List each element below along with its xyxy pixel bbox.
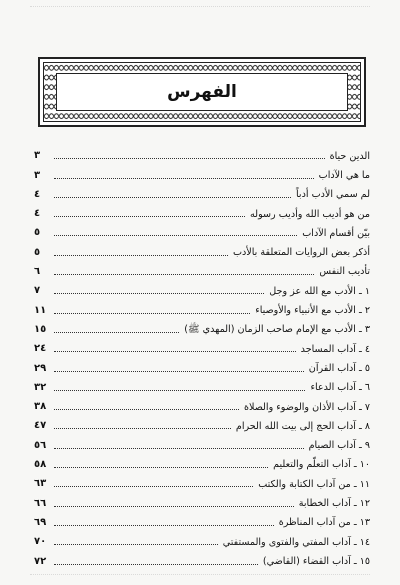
toc-entry [34,528,370,547]
dot-leader [54,332,179,333]
toc-entry [34,200,370,219]
toc-entry-page: ٦٦ [34,497,47,509]
scan-artifact-bottom [30,566,370,575]
toc-entry-page: ٤٧ [34,420,47,432]
dot-leader [54,506,294,507]
toc-entry [34,412,370,431]
toc-entry-title: ٦ ـ آداب الدعاء [310,382,370,394]
toc-entry-page: ١٥ [34,323,47,335]
toc-entry-title: ١٠ ـ آداب التعلّم والتعليم [273,459,370,471]
dot-leader [54,525,274,526]
toc-entry-page: ٣٢ [34,381,47,393]
toc-entry-page: ٧ [34,285,41,297]
toc-entry-page: ٦٣ [34,478,47,490]
dot-leader [54,313,250,314]
dot-leader [54,293,264,294]
toc-entry-page: ٦٩ [34,516,47,528]
dot-leader [54,467,268,468]
toc-entry [34,238,370,257]
dot-leader [54,197,291,198]
toc-entry-title: تأديب النفس [319,266,370,278]
dot-leader [54,255,228,256]
dot-leader [54,409,239,410]
dot-leader [54,390,305,391]
toc-entry [34,547,370,566]
dot-leader [54,158,325,159]
toc-entry [34,374,370,393]
toc-entry-title: ٤ ـ آداب المساجد [300,343,370,355]
toc-entry [34,161,370,180]
toc-entry-title: الدين حياة [329,150,370,162]
toc-entry-page: ٤ [34,208,41,220]
toc-entry [34,316,370,335]
toc-entry [34,142,370,161]
toc-entry-page: ٥ [34,246,41,258]
toc-entry-page: ٦ [34,266,41,278]
toc-entry [34,296,370,315]
scan-artifact-top [30,6,370,17]
toc-entry-title: ٥ ـ آداب القرآن [308,362,370,374]
toc-entry-page: ٥ [34,227,41,239]
toc-entry [34,509,370,528]
toc-entry-page: ٧٠ [34,536,47,548]
toc-entry [34,181,370,200]
toc-entry-title: ١ ـ الأدب مع الله عز وجل [269,285,370,297]
dot-leader [54,178,314,179]
toc-entry-page: ٣ [34,169,41,181]
toc-entry-page: ٢٩ [34,362,47,374]
toc-entry-title: ٣ ـ الأدب مع الإمام صاحب الزمان (المهدي ﷺ) [184,324,370,336]
toc-entry-title: ٨ ـ آداب الحج إلى بيت الله الحرام [235,420,370,432]
dot-leader [54,564,258,565]
title-box [56,73,348,111]
toc-entry [34,277,370,296]
toc-entry-title: ١٥ ـ آداب القضاء (القاضي) [262,555,370,567]
toc-entry-title: لم سمي الأدب أدباً [295,189,370,201]
toc-entry [34,470,370,489]
toc-entry [34,489,370,508]
dot-leader [54,351,296,352]
toc-entry [34,335,370,354]
toc-entry-title: ١٣ ـ من آداب المناظرة [278,517,370,529]
dot-leader [54,371,304,372]
toc-entry [34,431,370,450]
table-of-contents [34,142,370,567]
toc-entry-title: ٧ ـ آداب الأذان والوضوء والصلاة [243,401,370,413]
toc-entry [34,219,370,238]
toc-entry-page: ٧٢ [34,555,47,567]
toc-entry [34,258,370,277]
toc-entry-title: ٩ ـ آداب الصيام [308,440,370,452]
toc-entry-page: ٥٨ [34,459,47,471]
toc-entry-page: ٥٦ [34,439,47,451]
toc-entry-title: ٢ ـ الأدب مع الأنبياء والأوصياء [255,305,370,317]
dot-leader [54,448,304,449]
toc-entry-title: ١٤ ـ آداب المفتي والفتوى والمستفتي [222,536,370,548]
toc-entry [34,393,370,412]
toc-entry-title: من هو أديب الله وأديب رسوله [250,208,370,220]
toc-entry-title: ١١ ـ من آداب الكتابة والكتب [258,478,370,490]
toc-entry-page: ١١ [34,304,47,316]
toc-entry-title: ما هي الآداب [318,170,370,181]
toc-entry-page: ٢٤ [34,343,47,355]
dot-leader [54,544,218,545]
toc-entry [34,451,370,470]
toc-entry-page: ٣ [34,150,41,162]
toc-entry-title: أذكر بعض الروايات المتعلقة بالأدب [232,247,370,259]
toc-entry-page: ٤ [34,188,41,200]
dot-leader [54,235,297,236]
dot-leader [54,486,253,487]
page-title: الفهرس [167,82,237,102]
dot-leader [54,274,314,275]
title-ornamental-frame [38,57,366,127]
toc-entry-title: بيّن أقسام الآداب [302,227,370,239]
toc-entry-page: ٣٨ [34,401,47,413]
toc-entry [34,354,370,373]
dot-leader [54,216,245,217]
dot-leader [54,428,231,429]
toc-entry-title: ١٢ ـ آداب الخطابة [298,498,370,510]
